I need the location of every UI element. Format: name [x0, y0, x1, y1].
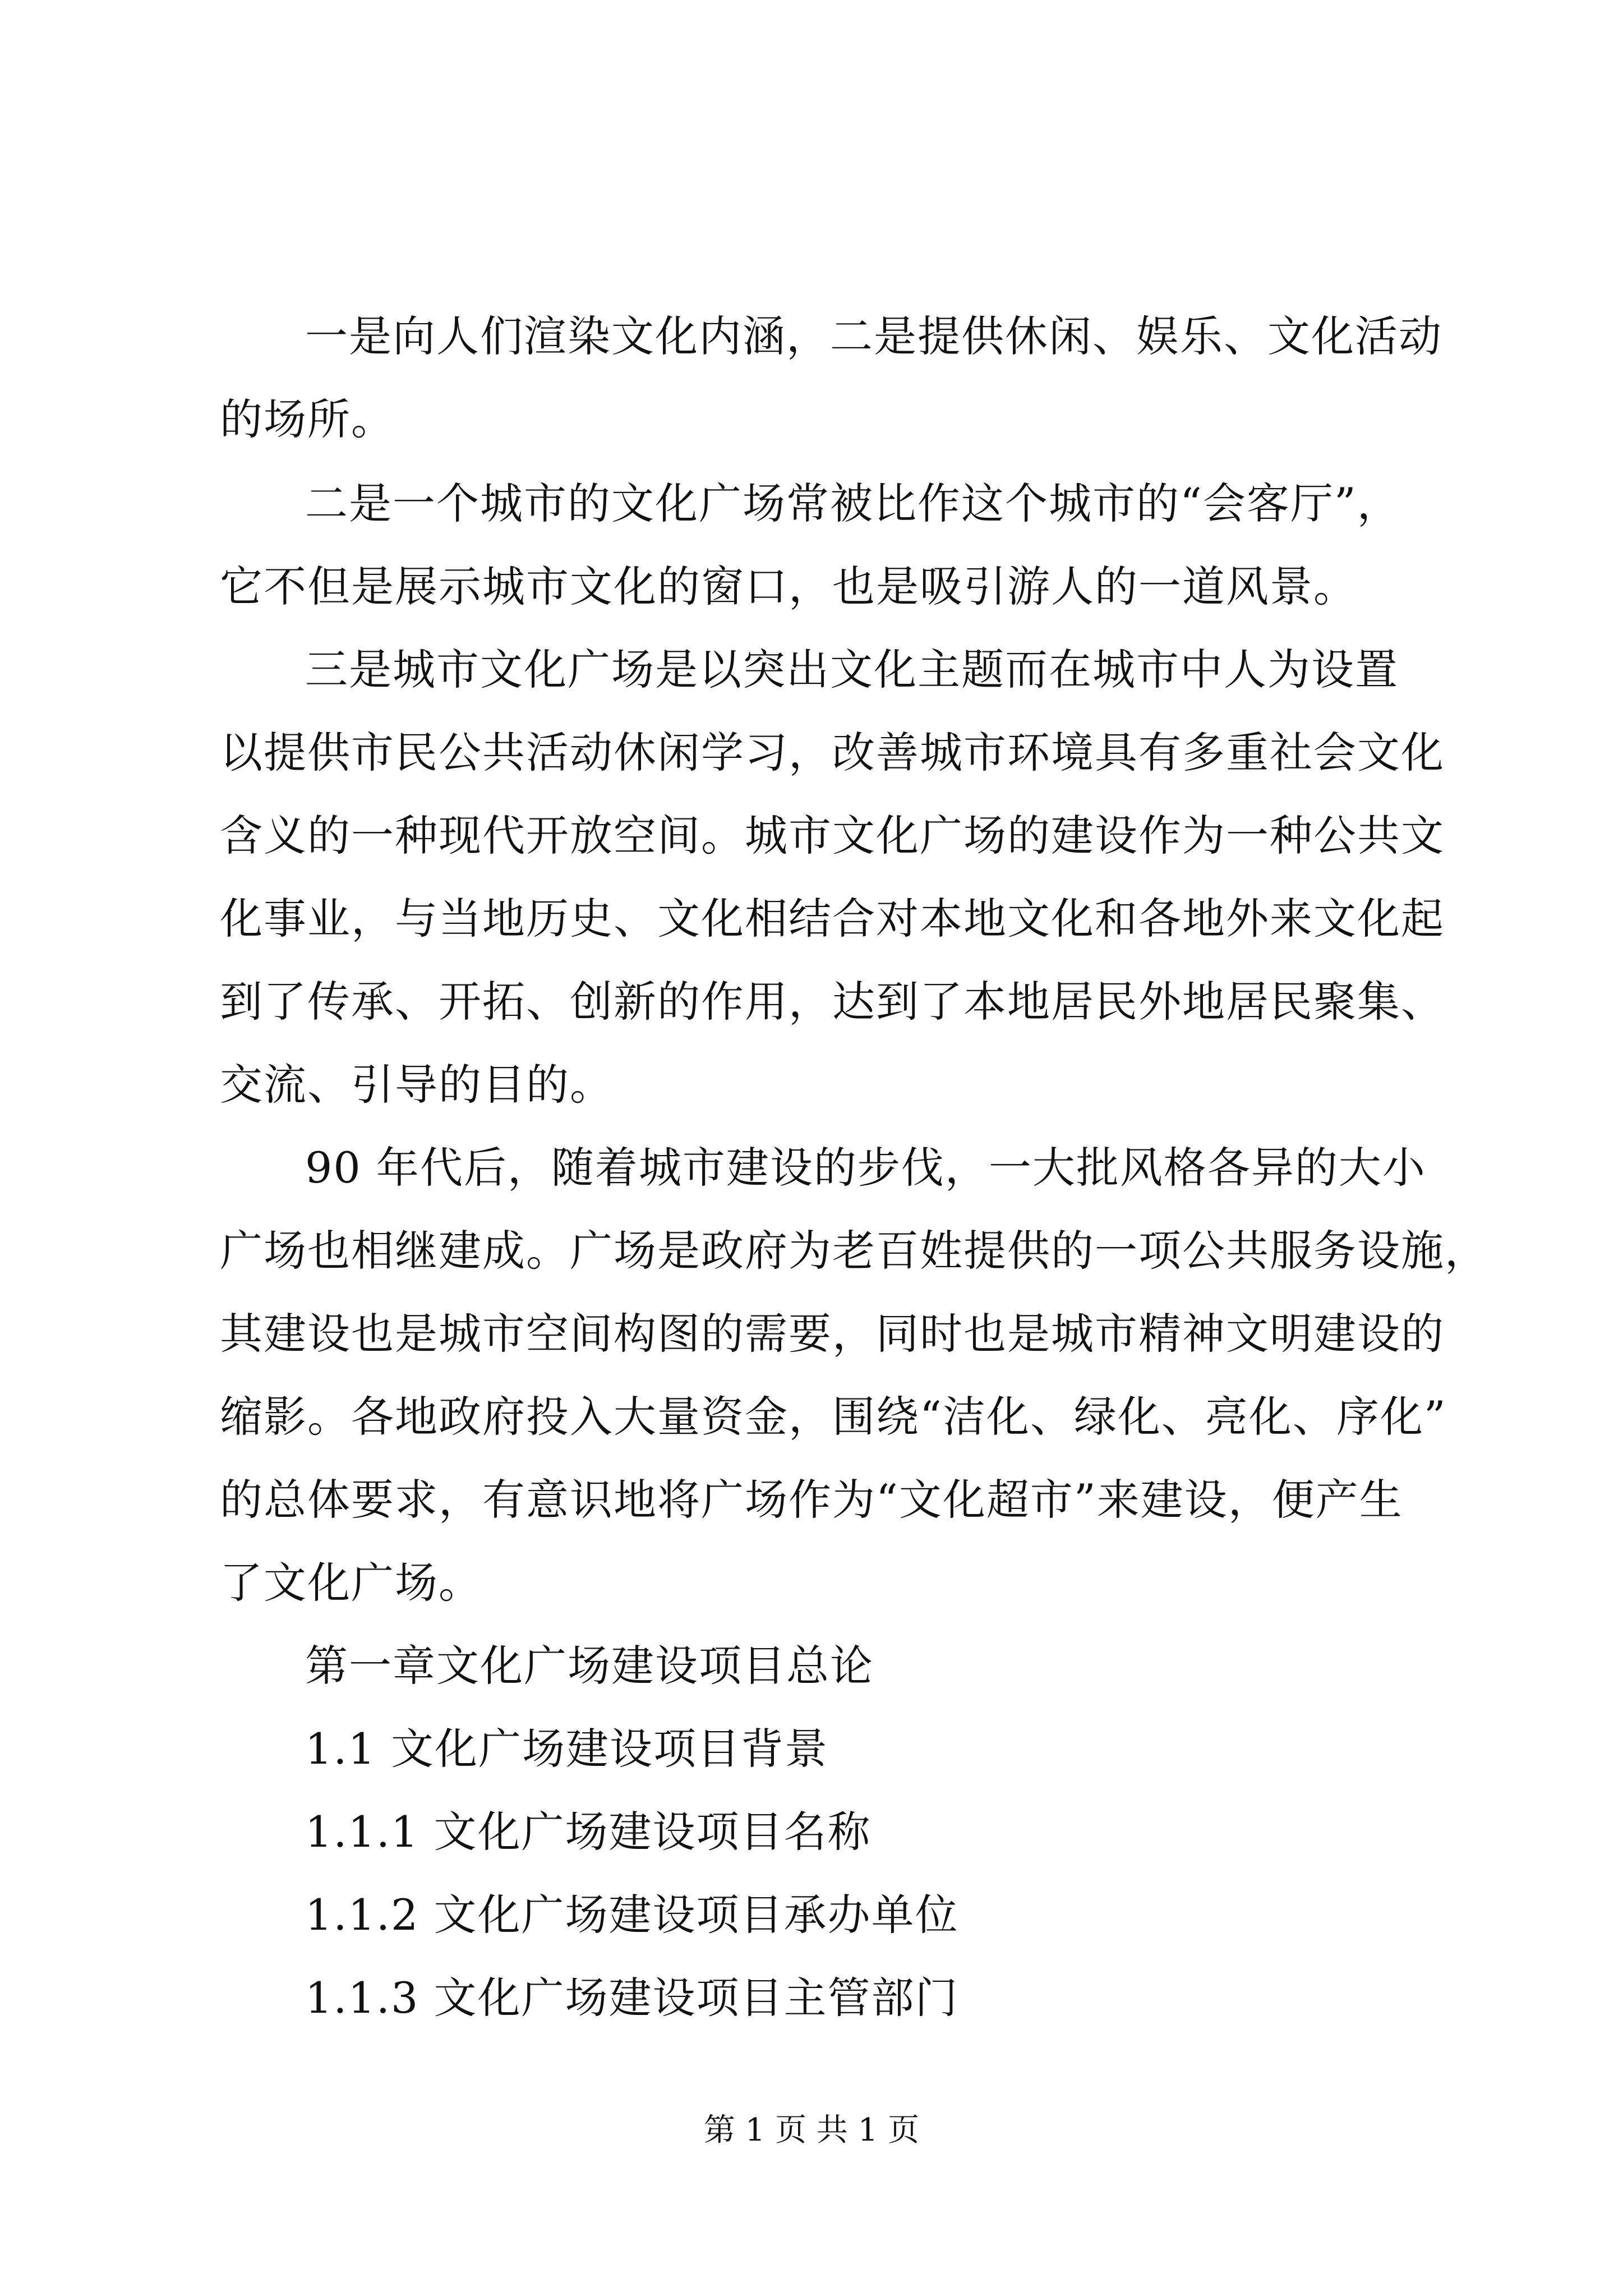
- subsection-heading: 1.1.1 文化广场建设项目名称: [305, 1807, 872, 1857]
- paragraph-line: 二是一个城市的文化广场常被比作这个城市的“会客厅”，: [305, 478, 1401, 528]
- paragraph-line: 一是向人们渲染文化内涵，二是提供休闲、娱乐、文化活动: [305, 311, 1442, 361]
- paragraph-line: 到了传承、开拓、创新的作用，达到了本地居民外地居民聚集、: [220, 977, 1445, 1027]
- subsection-heading: 1.1.2 文化广场建设项目承办单位: [305, 1890, 959, 1940]
- paragraph-line: 的场所。: [220, 394, 395, 444]
- paragraph-line: 90 年代后，随着城市建设的步伐，一大批风格各异的大小: [305, 1143, 1426, 1193]
- paragraph-line: 交流、引导的目的。: [220, 1060, 614, 1110]
- chapter-heading: 第一章文化广场建设项目总论: [305, 1641, 874, 1691]
- page-footer: 第 1 页 共 1 页: [703, 2112, 920, 2148]
- paragraph-line: 缩影。各地政府投入大量资金，围绕“洁化、绿化、亮化、序化”: [220, 1392, 1447, 1442]
- paragraph-line: 广场也相继建成。广场是政府为老百姓提供的一项公共服务设施，: [220, 1226, 1488, 1276]
- paragraph-line: 化事业，与当地历史、文化相结合对本地文化和各地外来文化起: [220, 894, 1445, 944]
- paragraph-line: 了文化广场。: [220, 1558, 482, 1608]
- paragraph-line: 含义的一种现代开放空间。城市文化广场的建设作为一种公共文: [220, 811, 1445, 861]
- section-heading: 1.1 文化广场建设项目背景: [305, 1724, 829, 1774]
- paragraph-line: 三是城市文化广场是以突出文化主题而在城市中人为设置: [305, 645, 1399, 694]
- paragraph-line: 其建设也是城市空间构图的需要，同时也是城市精神文明建设的: [220, 1309, 1445, 1359]
- subsection-heading: 1.1.3 文化广场建设项目主管部门: [305, 1973, 959, 2023]
- paragraph-line: 它不但是展示城市文化的窗口，也是吸引游人的一道风景。: [220, 562, 1357, 611]
- paragraph-line: 以提供市民公共活动休闲学习，改善城市环境具有多重社会文化: [220, 728, 1445, 777]
- paragraph-line: 的总体要求，有意识地将广场作为“文化超市”来建设，便产生: [220, 1475, 1403, 1525]
